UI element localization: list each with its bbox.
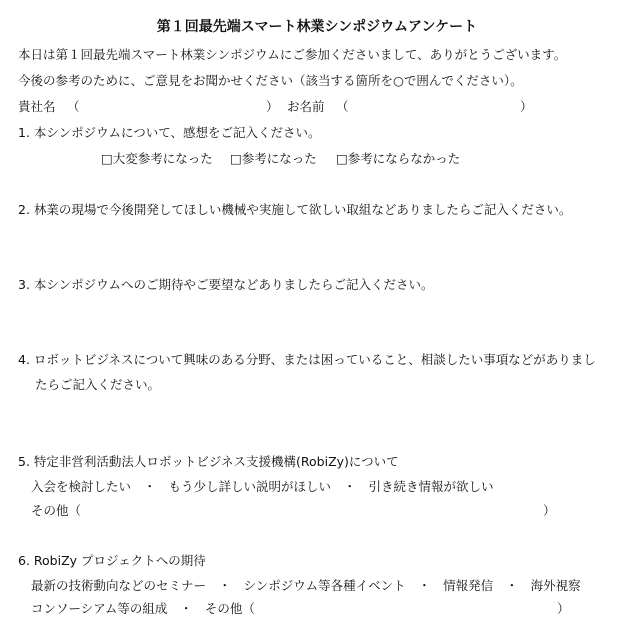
q1-option-useful[interactable]: □参考になった — [230, 151, 317, 166]
company-field[interactable] — [80, 99, 266, 115]
q1-option-not-useful[interactable]: □参考にならなかった — [336, 151, 461, 166]
question-3: 3. 本シンポジウムへのご期待やご要望などありましたらご記入ください。 — [18, 277, 434, 292]
q5-options[interactable]: 入会を検討したい ・ もう少し詳しい説明がほしい ・ 引き続き情報が欲しい — [31, 479, 494, 494]
q6-other-field[interactable] — [250, 601, 555, 617]
q5-other-close: ） — [543, 503, 556, 518]
company-field-close: ） — [266, 99, 279, 114]
question-5: 5. 特定非営利活動法人ロボットビジネス支援機構(RobiZy)について — [18, 454, 399, 469]
intro-line-1: 本日は第１回最先端スマート林業シンポジウムにご参加くださいまして、ありがとうございます。 — [18, 47, 567, 62]
q6-other-close: ） — [557, 601, 570, 616]
question-4-line-2: たらご記入ください。 — [35, 377, 161, 392]
q6-options-line-1[interactable]: 最新の技術動向などのセミナー ・ シンポジウム等各種イベント ・ 情報発信 ・ 海外視察 — [31, 578, 581, 593]
company-label: 貴社名 — [18, 99, 56, 114]
q1-option-very-useful[interactable]: □大変参考になった — [101, 151, 213, 166]
company-field-open: （ — [67, 99, 80, 114]
name-field-close: ） — [520, 99, 533, 114]
name-label: お名前 — [287, 99, 325, 114]
q6-options-line-2[interactable]: コンソーシアム等の組成 ・ その他（ — [31, 601, 255, 616]
q5-other-label: その他（ — [31, 503, 82, 518]
question-2: 2. 林業の現場で今後開発してほしい機械や実施して欲しい取組などありましたらご記入ください。 — [18, 202, 572, 217]
question-1: 1. 本シンポジウムについて、感想をご記入ください。 — [18, 125, 321, 140]
question-6: 6. RobiZy プロジェクトへの期待 — [18, 553, 206, 568]
intro-line-2: 今後の参考のために、ご意見をお聞かせください（該当する箇所を○で囲んでください）。 — [18, 73, 523, 88]
q5-other-field[interactable] — [95, 503, 540, 519]
name-field[interactable] — [350, 99, 520, 115]
question-4-line-1: 4. ロボットビジネスについて興味のある分野、または困っていること、相談したい事項などがありまし — [18, 352, 596, 367]
name-field-open: （ — [336, 99, 349, 114]
survey-title: 第１回最先端スマート林業シンポジウムアンケート — [156, 19, 478, 35]
